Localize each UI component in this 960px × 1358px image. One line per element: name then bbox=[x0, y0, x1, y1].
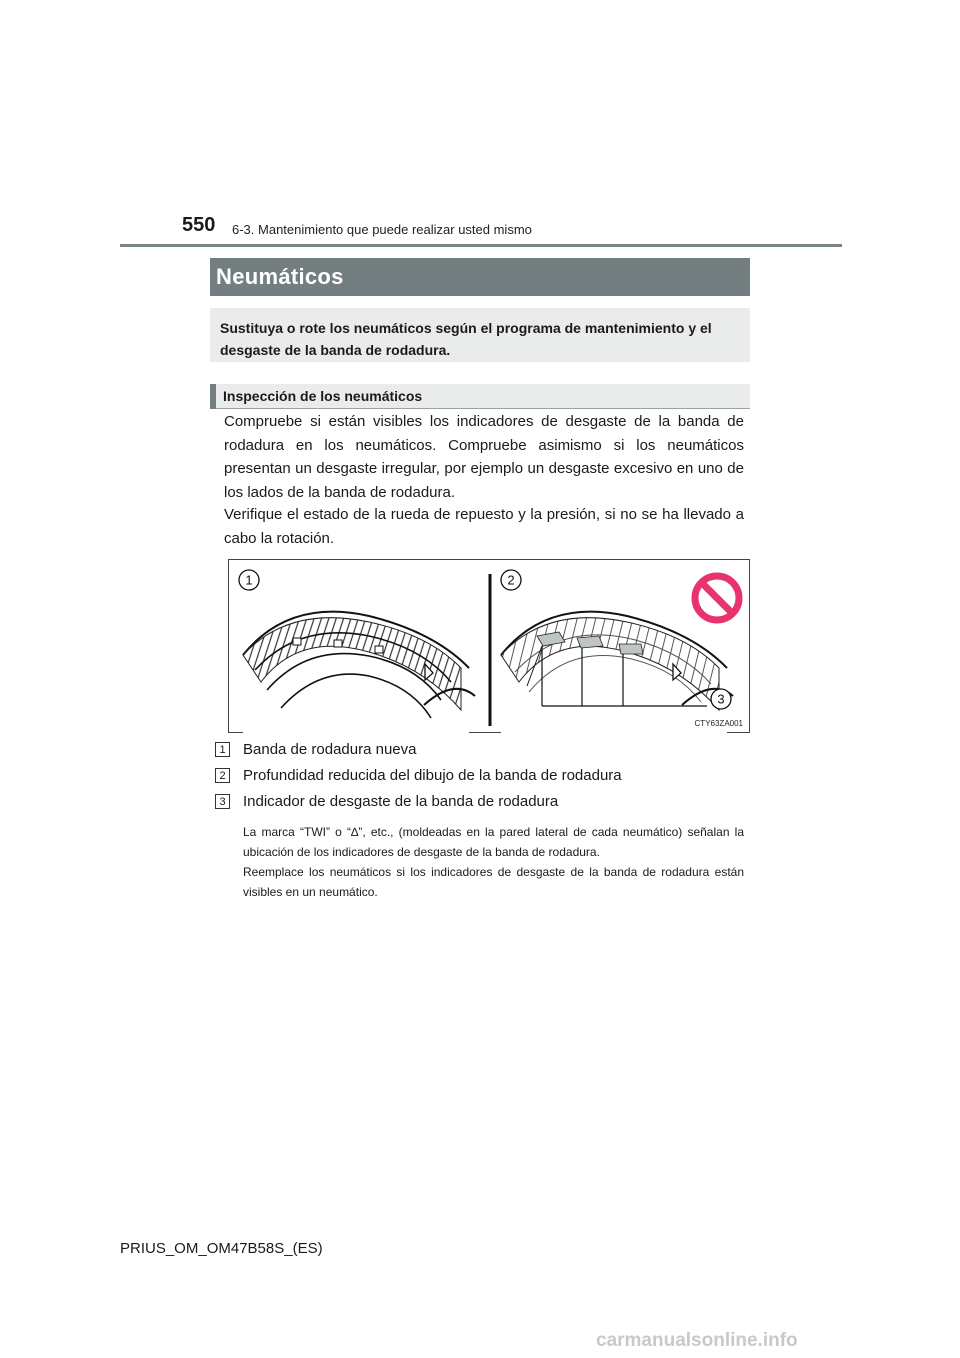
section-title: Neumáticos bbox=[210, 258, 750, 296]
svg-text:1: 1 bbox=[245, 572, 253, 588]
callout-number-2: 2 bbox=[215, 768, 230, 783]
subsection-heading-text: Inspección de los neumáticos bbox=[223, 388, 423, 404]
running-header: 6-3. Mantenimiento que puede realizar usted mismo bbox=[232, 222, 532, 237]
figure-label-1 bbox=[239, 570, 259, 590]
callout-text-3: Indicador de desgaste de la banda de rodadura bbox=[243, 793, 559, 810]
page-number: 550 bbox=[182, 214, 216, 236]
figure-code: CTY63ZA001 bbox=[694, 719, 743, 728]
paragraph-inspection: Compruebe si están visibles los indicadores de desgaste de la banda de rodadura en los neumáticos. Compruebe asimismo si los neumáticos presentan un desgaste irregular, por ejemplo un desgaste excesivo en uno de los lados de la banda de rodadura. bbox=[224, 413, 744, 501]
tire-illustration bbox=[229, 560, 751, 734]
svg-text:2: 2 bbox=[507, 572, 515, 588]
paragraph-spare-wheel: Verifique el estado de la rueda de repuesto y la presión, si no se ha llevado a cabo la rotación. bbox=[224, 506, 744, 547]
document-code: PRIUS_OM_OM47B58S_(ES) bbox=[120, 1240, 323, 1257]
intro-box: Sustituya o rote los neumáticos según el programa de mantenimiento y el desgaste de la banda de rodadura. bbox=[210, 308, 750, 362]
tire-wear-figure bbox=[228, 559, 750, 733]
tire-new-tread bbox=[243, 612, 475, 734]
note-twi-mark: La marca “TWI” o “∆”, etc., (moldeadas en la pared lateral de cada neumático) señalan la ubicación de los indicadores de desgaste de la banda de rodadura. bbox=[243, 825, 744, 859]
heading-rule bbox=[216, 408, 750, 409]
figure-label-2 bbox=[501, 570, 521, 590]
figure-label-3 bbox=[711, 689, 731, 709]
header-rule bbox=[120, 244, 842, 247]
callout-number-3: 3 bbox=[215, 794, 230, 809]
tire-reduced-tread bbox=[501, 612, 733, 734]
heading-bar bbox=[210, 384, 216, 409]
svg-text:3: 3 bbox=[717, 691, 725, 707]
subsection-heading bbox=[210, 384, 750, 409]
prohibited-icon bbox=[695, 576, 739, 620]
callout-text-2: Profundidad reducida del dibujo de la banda de rodadura bbox=[243, 767, 622, 784]
callout-number-1: 1 bbox=[215, 742, 230, 757]
watermark: carmanualsonline.info bbox=[596, 1330, 798, 1351]
callout-text-1: Banda de rodadura nueva bbox=[243, 741, 417, 758]
note-replace-tires: Reemplace los neumáticos si los indicadores de desgaste de la banda de rodadura están visibles en un neumático. bbox=[243, 865, 744, 899]
